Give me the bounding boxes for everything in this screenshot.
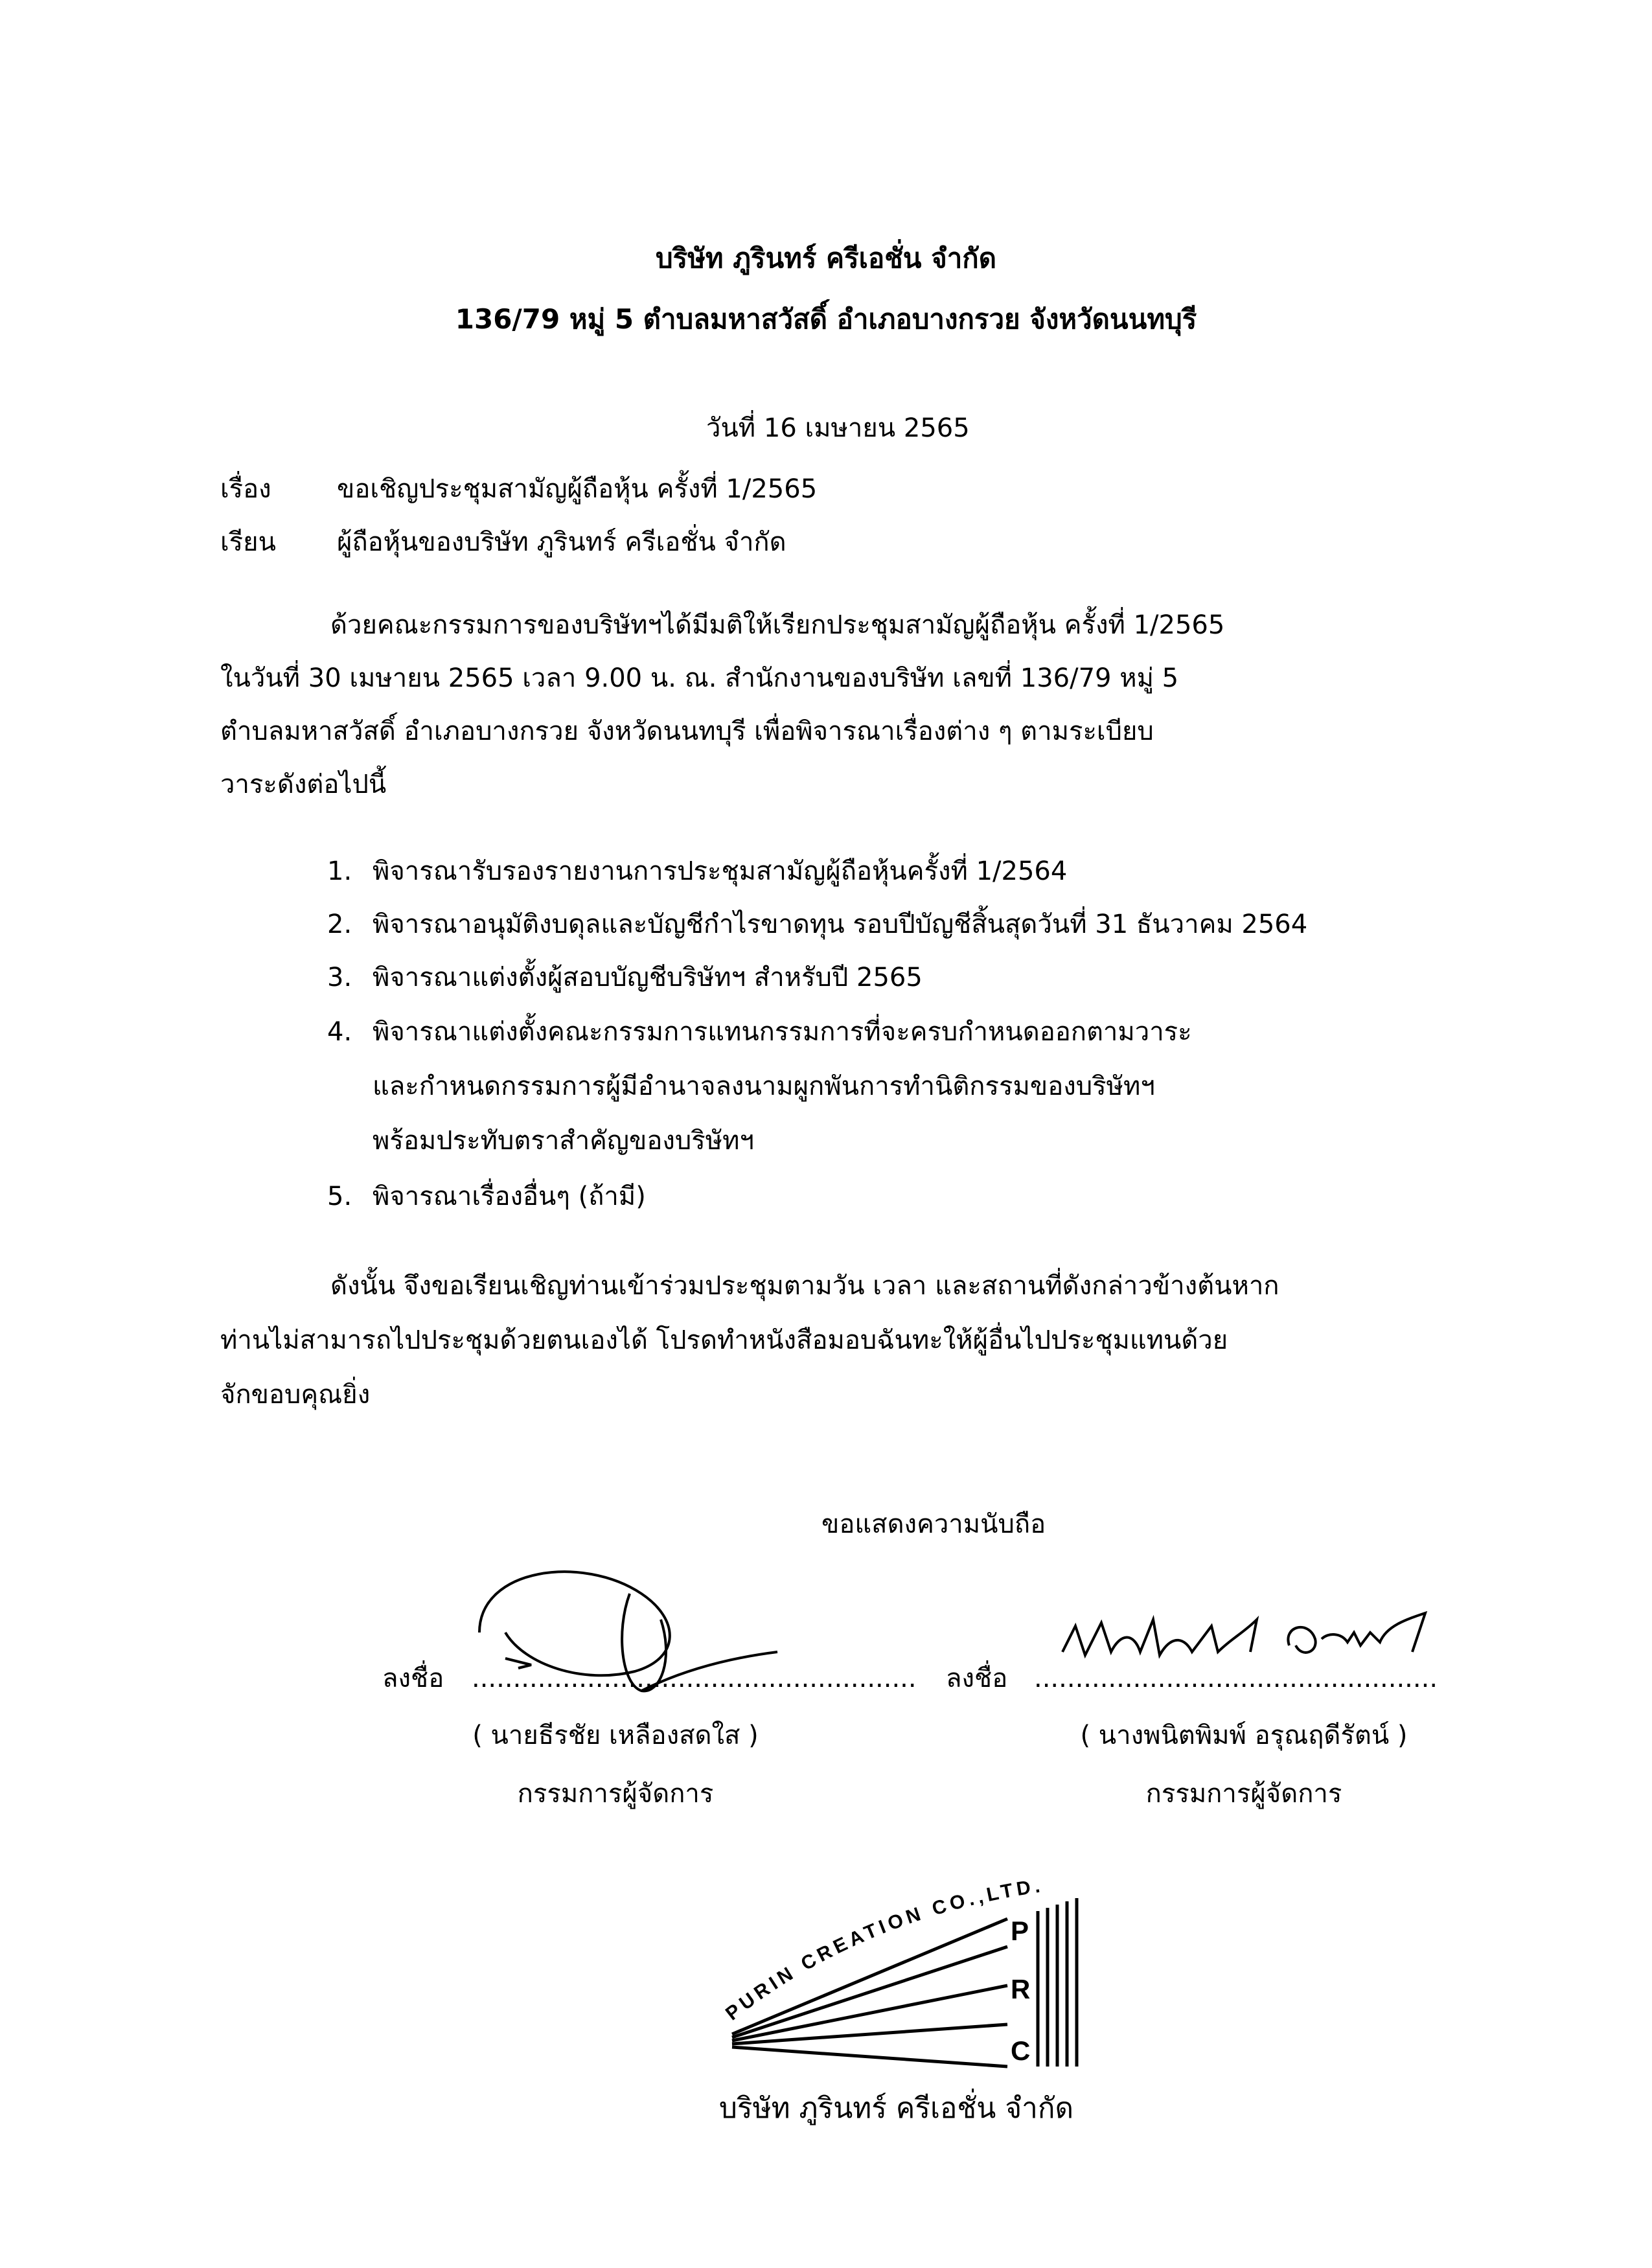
stamp-letter: C xyxy=(1011,2035,1031,2066)
agenda-number: 1. xyxy=(327,856,352,886)
agenda-text: และกำหนดกรรมการผู้มีอำนาจลงนามผูกพันการทำนิติกรรมของบริษัทฯ xyxy=(373,1071,1155,1101)
signatory-name: ( นายธีรชัย เหลืองสดใส ) xyxy=(472,1721,759,1750)
agenda-number: 2. xyxy=(327,910,352,939)
agenda-text: พิจารณาอนุมัติงบดุลและบัญชีกำไรขาดทุน รอบปีบัญชีสิ้นสุดวันที่ 31 ธันวาคม 2564 xyxy=(373,910,1308,939)
agenda-number: 5. xyxy=(327,1182,352,1211)
agenda-text: พิจารณารับรองรายงานการประชุมสามัญผู้ถือหุ้นครั้งที่ 1/2564 xyxy=(373,856,1068,886)
recipient-label: เรียน xyxy=(220,527,276,557)
company-address: 136/79 หมู่ 5 ตำบลมหาสวัสดิ์ อำเภอบางกรวย จังหวัดนนทบุรี xyxy=(455,303,1197,335)
stamp-letter: R xyxy=(1011,1974,1031,2004)
agenda-text: พิจารณาเรื่องอื่นๆ (ถ้ามี) xyxy=(373,1182,646,1211)
regards: ขอแสดงความนับถือ xyxy=(821,1509,1046,1539)
signatory-position: กรรมการผู้จัดการ xyxy=(517,1779,714,1809)
sign-dots: ...................................................... xyxy=(472,1664,917,1693)
intro-line: ตำบลมหาสวัสดิ์ อำเภอบางกรวย จังหวัดนนทบุรี เพื่อพิจารณาเรื่องต่าง ๆ ตามระเบียบ xyxy=(220,716,1154,746)
closing-line: ดังนั้น จึงขอเรียนเชิญท่านเข้าร่วมประชุมตามวัน เวลา และสถานที่ดังกล่าวข้างต้นหาก xyxy=(330,1271,1279,1301)
stamp-letter: P xyxy=(1011,1916,1029,1946)
stamp-logo xyxy=(719,1872,1082,2079)
letter-date: วันที่ 16 เมษายน 2565 xyxy=(706,413,970,443)
company-name: บริษัท ภูรินทร์ ครีเอชั่น จำกัด xyxy=(655,242,996,274)
intro-line: ด้วยคณะกรรมการของบริษัทฯได้มีมติให้เรียกประชุมสามัญผู้ถือหุ้น ครั้งที่ 1/2565 xyxy=(330,610,1225,640)
subject-text: ขอเชิญประชุมสามัญผู้ถือหุ้น ครั้งที่ 1/2565 xyxy=(337,474,818,504)
sign-dots: ................................................. xyxy=(1034,1664,1438,1693)
closing-line: จักขอบคุณยิ่ง xyxy=(220,1380,371,1410)
sign-label: ลงชื่อ xyxy=(946,1664,1008,1693)
intro-line: วาระดังต่อไปนี้ xyxy=(220,770,387,799)
recipient-text: ผู้ถือหุ้นของบริษัท ภูรินทร์ ครีเอชั่น จำกัด xyxy=(337,527,786,557)
agenda-text: พิจารณาแต่งตั้งคณะกรรมการแทนกรรมการที่จะครบกำหนดออกตามวาระ xyxy=(373,1017,1192,1047)
agenda-number: 3. xyxy=(327,963,352,992)
signatory-position: กรรมการผู้จัดการ xyxy=(1145,1779,1342,1809)
agenda-text: พร้อมประทับตราสำคัญของบริษัทฯ xyxy=(373,1126,754,1156)
agenda-number: 4. xyxy=(327,1017,352,1047)
signatory-name: ( นางพนิตพิมพ์ อรุณฤดีรัตน์ ) xyxy=(1080,1721,1408,1750)
closing-line: ท่านไม่สามารถไปประชุมด้วยตนเองได้ โปรดทำหนังสือมอบฉันทะให้ผู้อื่นไปประชุมแทนด้วย xyxy=(220,1325,1228,1355)
intro-line: ในวันที่ 30 เมษายน 2565 เวลา 9.00 น. ณ. สำนักงานของบริษัท เลขที่ 136/79 หมู่ 5 xyxy=(220,663,1179,693)
sign-label: ลงชื่อ xyxy=(382,1664,444,1693)
stamp-company-name: บริษัท ภูรินทร์ ครีเอชั่น จำกัด xyxy=(719,2092,1074,2125)
subject-label: เรื่อง xyxy=(220,474,271,504)
agenda-text: พิจารณาแต่งตั้งผู้สอบบัญชีบริษัทฯ สำหรับปี 2565 xyxy=(373,963,923,992)
stamp-arc-text: PURIN CREATION CO.,LTD. xyxy=(722,1874,1046,2025)
